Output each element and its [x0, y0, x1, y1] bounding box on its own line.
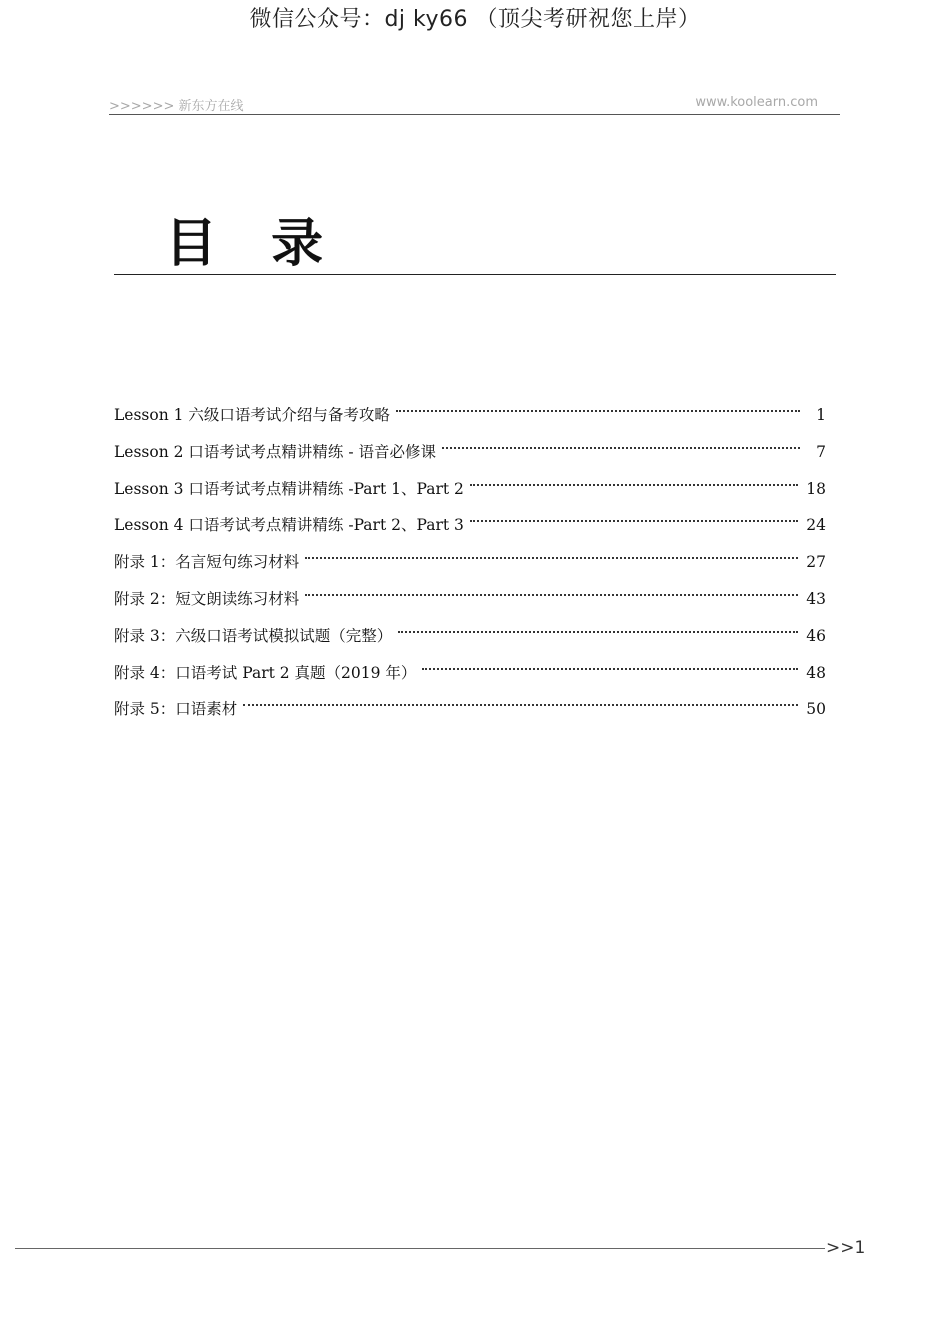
page-title: 目 录	[165, 214, 342, 274]
watermark-text: 微信公众号：dj ky66 （顶尖考研祝您上岸）	[249, 7, 701, 32]
toc-entry[interactable]	[114, 688, 826, 725]
toc-entry-label: Lesson 3 口语考试考点精讲精练 -Part 1、Part 2	[114, 479, 464, 498]
footer-divider	[15, 1248, 825, 1249]
toc-entry-label: 附录 3：六级口语考试模拟试题（完整）	[114, 626, 393, 645]
toc-entry[interactable]	[114, 615, 826, 652]
header-brand: >>>>>> 新东方在线	[109, 99, 244, 114]
toc-entry-page: 50	[806, 700, 826, 719]
toc-leader-dots	[470, 504, 798, 530]
toc-entry-label: 附录 5：口语素材	[114, 700, 238, 719]
title-divider	[114, 274, 836, 275]
toc-entry[interactable]	[114, 431, 826, 468]
toc-leader-dots	[398, 615, 798, 641]
toc-entry-page: 1	[816, 406, 826, 424]
toc-entry-label: 附录 1：名言短句练习材料	[114, 553, 300, 572]
toc-entry-label: Lesson 2 口语考试考点精讲精练 - 语音必修课	[114, 442, 436, 461]
toc-leader-dots	[470, 468, 798, 494]
toc-entry[interactable]	[114, 578, 826, 615]
toc-entry-label: Lesson 1 六级口语考试介绍与备考攻略	[114, 406, 390, 424]
toc-entry-page: 46	[806, 626, 826, 645]
toc-entry[interactable]	[114, 394, 826, 431]
toc-entry-label: 附录 2：短文朗读练习材料	[114, 589, 300, 608]
toc-entry-page: 18	[806, 479, 826, 498]
footer-page-number: >>1	[826, 1238, 866, 1258]
toc-entry-page: 7	[816, 442, 826, 461]
toc-entry-page: 48	[806, 663, 826, 682]
toc-leader-dots	[243, 688, 798, 714]
toc-entry[interactable]	[114, 652, 826, 689]
toc-entry-page: 24	[806, 516, 826, 535]
toc-leader-dots	[442, 431, 800, 457]
toc-entry[interactable]	[114, 468, 826, 505]
toc-entry[interactable]	[114, 541, 826, 578]
toc-entry-label: Lesson 4 口语考试考点精讲精练 -Part 2、Part 3	[114, 516, 464, 535]
running-header	[109, 94, 840, 115]
table-of-contents	[114, 394, 826, 725]
toc-entry-page: 27	[806, 553, 826, 572]
toc-leader-dots	[422, 652, 798, 678]
toc-entry-label: 附录 4：口语考试 Part 2 真题（2019 年）	[114, 663, 417, 682]
toc-leader-dots	[305, 541, 798, 567]
toc-leader-dots	[305, 578, 798, 604]
toc-entry[interactable]	[114, 504, 826, 541]
toc-leader-dots	[396, 394, 800, 420]
header-site-url: www.koolearn.com	[695, 95, 818, 110]
toc-entry-page: 43	[806, 589, 826, 608]
